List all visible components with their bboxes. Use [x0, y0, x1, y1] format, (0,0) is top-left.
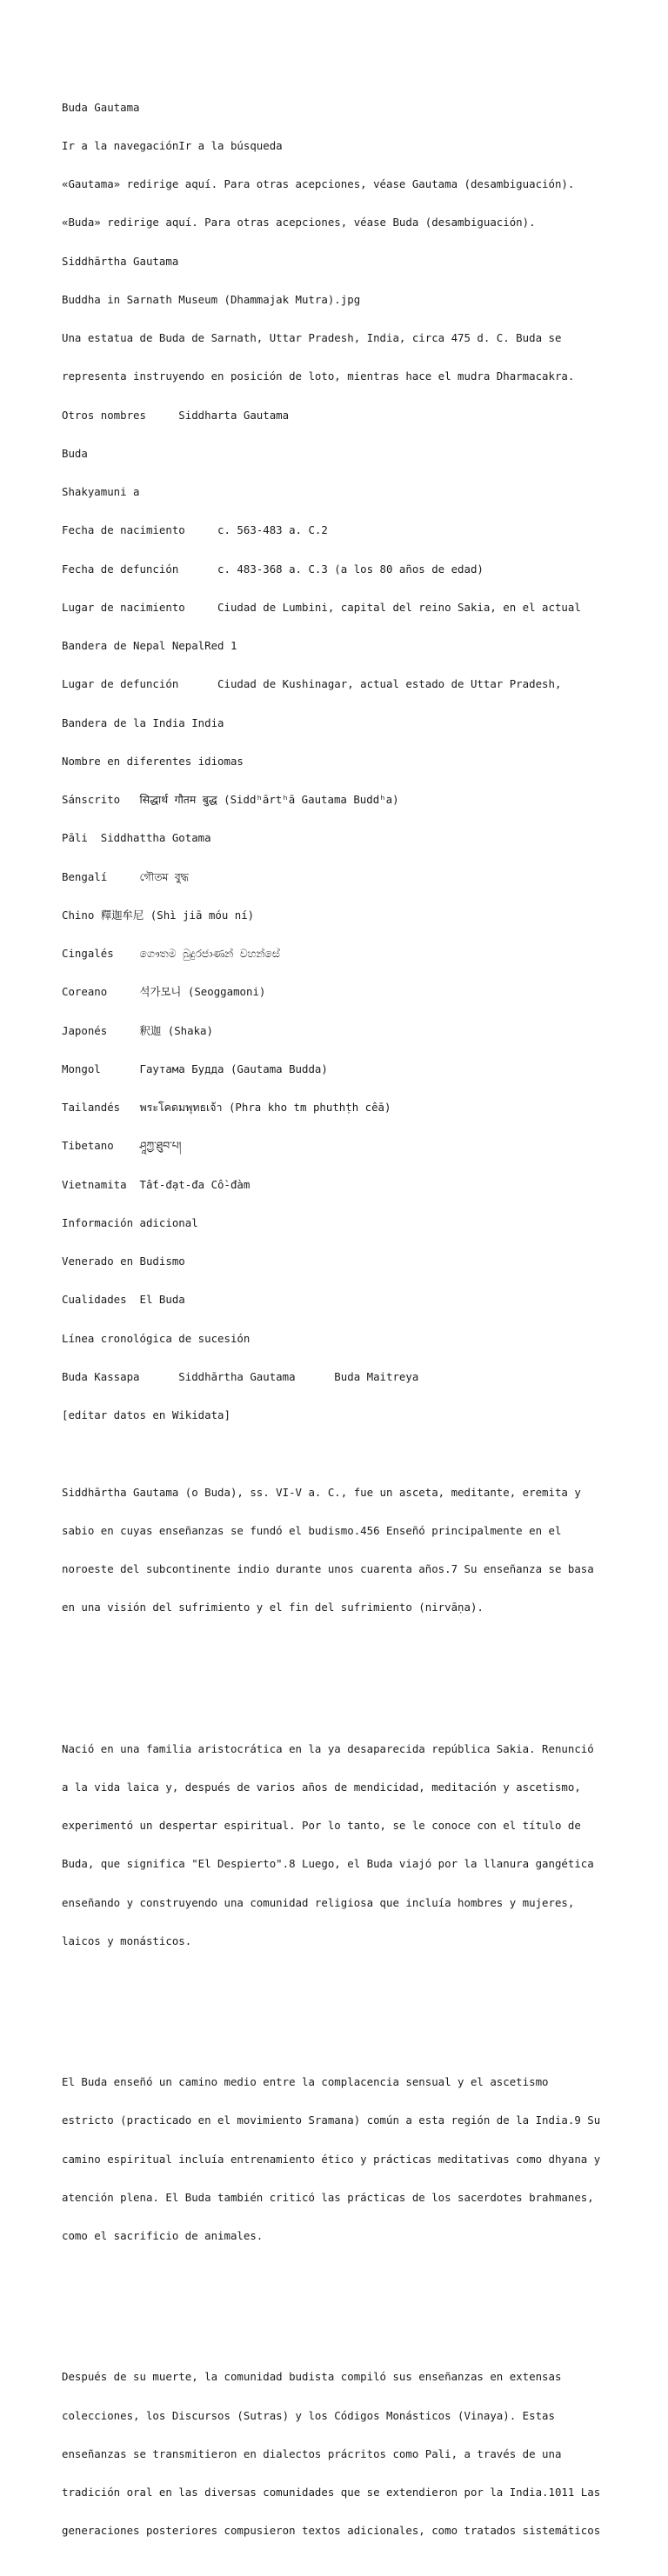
paragraph-line: como el sacrificio de animales. — [62, 2229, 264, 2242]
document-body — [62, 76, 618, 2576]
infobox-lang-tibetan: Tibetano ཤཱཀྱ་ཐུབ་པ། — [62, 1139, 182, 1153]
paragraph-line: Siddhārtha Gautama (o Buda), ss. VI-V a. C., fue un asceta, meditante, eremita y — [62, 1485, 581, 1499]
infobox-lang-chinese: Chino 釋迦牟尼 (Shì jiā móu ní) — [62, 908, 255, 922]
paragraph-line: colecciones, los Discursos (Sutras) y los Códigos Monásticos (Vinaya). Estas — [62, 2408, 555, 2422]
paragraph-line: Nació en una familia aristocrática en la ya desaparecida república Sakia. Renunció — [62, 1741, 594, 1755]
disambiguation-note-buda: «Buda» redirige aquí. Para otras acepciones, véase Buda (desambiguación). — [62, 216, 536, 230]
paragraph-line: camino espiritual incluía entrenamiento ético y prácticas meditativas como dhyana y — [62, 2152, 601, 2166]
infobox-other-name-buda: Buda — [62, 446, 88, 460]
infobox-row-death-place: Lugar de defunción Ciudad de Kushinagar, actual estado de Uttar Pradesh, — [62, 677, 562, 691]
infobox-section-languages: Nombre en diferentes idiomas — [62, 754, 244, 768]
article-title: Buda Gautama — [62, 100, 140, 114]
infobox-row-death-date: Fecha de defunción c. 483-368 a. C.3 (a los 80 años de edad) — [62, 562, 484, 576]
infobox-death-place-flag: Bandera de la India India — [62, 716, 224, 729]
paragraph-line: El Buda enseñó un camino medio entre la complacencia sensual y el ascetismo — [62, 2075, 549, 2088]
paragraph-line: Después de su muerte, la comunidad budista compiló sus enseñanzas en extensas — [62, 2370, 562, 2384]
infobox-section-succession: Línea cronológica de sucesión — [62, 1331, 250, 1345]
paragraph-line: tradición oral en las diversas comunidades que se extendieron por la India.1011 Las — [62, 2486, 601, 2499]
infobox-lang-pali: Pāli Siddhattha Gotama — [62, 831, 211, 845]
paragraph-birth — [62, 1717, 618, 1974]
infobox-image-caption-line-2: representa instruyendo en posición de loto, mientras hace el mudra Dharmacakra. — [62, 369, 575, 383]
infobox-lang-sinhala: Cingalés ගෞතම බුදුරජාණන් වහන්සේ — [62, 947, 280, 960]
paragraph-line: enseñanzas se transmitieron en dialectos prácritos como Pali, a través de una — [62, 2446, 562, 2460]
infobox-row-birth-date: Fecha de nacimiento c. 563-483 a. C.2 — [62, 523, 328, 537]
infobox-name: Siddhārtha Gautama — [62, 254, 179, 268]
paragraph-line: estricto (practicado en el movimiento Sramana) común a esta región de la India.9 Su — [62, 2113, 601, 2127]
paragraph-line: noroeste del subcontinente indio durante unos cuarenta años.7 Su enseñanza se basa — [62, 1562, 594, 1575]
paragraph-gap — [62, 1666, 618, 1679]
infobox-section-additional-info: Información adicional — [62, 1215, 198, 1229]
paragraph-line: a la vida laica y, después de varios años de mendicidad, meditación y ascetismo, — [62, 1780, 581, 1794]
infobox-lang-thai: Tailandés พระโคดมพุทธเจ้า (Phra kho tm phuthṭh cêā) — [62, 1101, 391, 1114]
infobox-lang-japanese: Japonés 釈迦 (Shaka) — [62, 1023, 213, 1037]
paragraph-gap — [62, 2294, 618, 2307]
infobox-other-name-shakyamuni: Shakyamuni a — [62, 485, 140, 498]
infobox-lang-bengali: Bengalí গৌতম বুদ্ধ — [62, 869, 189, 883]
paragraph-line: laicos y monásticos. — [62, 1934, 192, 1947]
paragraph-line: generaciones posteriores compusieron textos adicionales, como tratados sistemáticos — [62, 2524, 601, 2538]
skip-navigation-links[interactable]: Ir a la navegaciónIr a la búsqueda — [62, 138, 283, 152]
paragraph-line: experimentó un despertar espiritual. Por lo tanto, se le conoce con el título de — [62, 1819, 581, 1832]
paragraph-line: enseñando y construyendo una comunidad religiosa que incluía hombres y mujeres, — [62, 1895, 575, 1909]
infobox-lang-vietnamese: Vietnamita Tất-đạt-đa Cồ-đàm — [62, 1177, 250, 1191]
paragraph-line: sabio en cuyas enseñanzas se fundó el budismo.456 Enseñó principalmente en el — [62, 1523, 562, 1537]
infobox-row-birth-place: Lugar de nacimiento Ciudad de Lumbini, capital del reino Sakia, en el actual — [62, 600, 581, 614]
infobox-row-other-names: Otros nombres Siddharta Gautama — [62, 408, 290, 422]
paragraph-intro — [62, 1461, 618, 1641]
infobox-birth-place-flag: Bandera de Nepal NepalRed 1 — [62, 639, 237, 652]
infobox-lang-sanskrit: Sánscrito सिद्धार्थ गौतम बुद्ध (Siddʰārtʰā Gautama Buddʰa) — [62, 793, 399, 806]
infobox-row-qualities: Cualidades El Buda — [62, 1293, 185, 1307]
infobox-image-caption-line-1: Una estatua de Buda de Sarnath, Uttar Pradesh, India, circa 475 d. C. Buda se — [62, 331, 562, 344]
edit-wikidata-link[interactable]: [editar datos en Wikidata] — [62, 1408, 230, 1421]
paragraph-gap — [62, 2000, 618, 2013]
infobox-succession-row: Buda Kassapa Siddhārtha Gautama Buda Maitreya — [62, 1369, 419, 1383]
paragraph-line: Buda, que significa "El Despierto".8 Luego, el Buda viajó por la llanura gangética — [62, 1857, 594, 1871]
infobox-lang-korean: Coreano 석가모니 (Seoggamoni) — [62, 985, 266, 999]
paragraph-line: atención plena. El Buda también criticó las prácticas de los sacerdotes brahmanes, — [62, 2190, 594, 2204]
disambiguation-note-gautama: «Gautama» redirige aquí. Para otras acepciones, véase Gautama (desambiguación). — [62, 177, 575, 190]
paragraph-middle-way — [62, 2051, 618, 2269]
paragraph-line: en una visión del sufrimiento y el fin del sufrimiento (nirvāṇa). — [62, 1601, 484, 1614]
infobox-row-venerated-in: Venerado en Budismo — [62, 1255, 185, 1268]
paragraph-after-death — [62, 2346, 618, 2564]
infobox-lang-mongolian: Mongol Гаутама Будда (Gautama Budda) — [62, 1062, 328, 1075]
infobox-image-filename[interactable]: Buddha in Sarnath Museum (Dhammajak Mutra).jpg — [62, 292, 361, 306]
